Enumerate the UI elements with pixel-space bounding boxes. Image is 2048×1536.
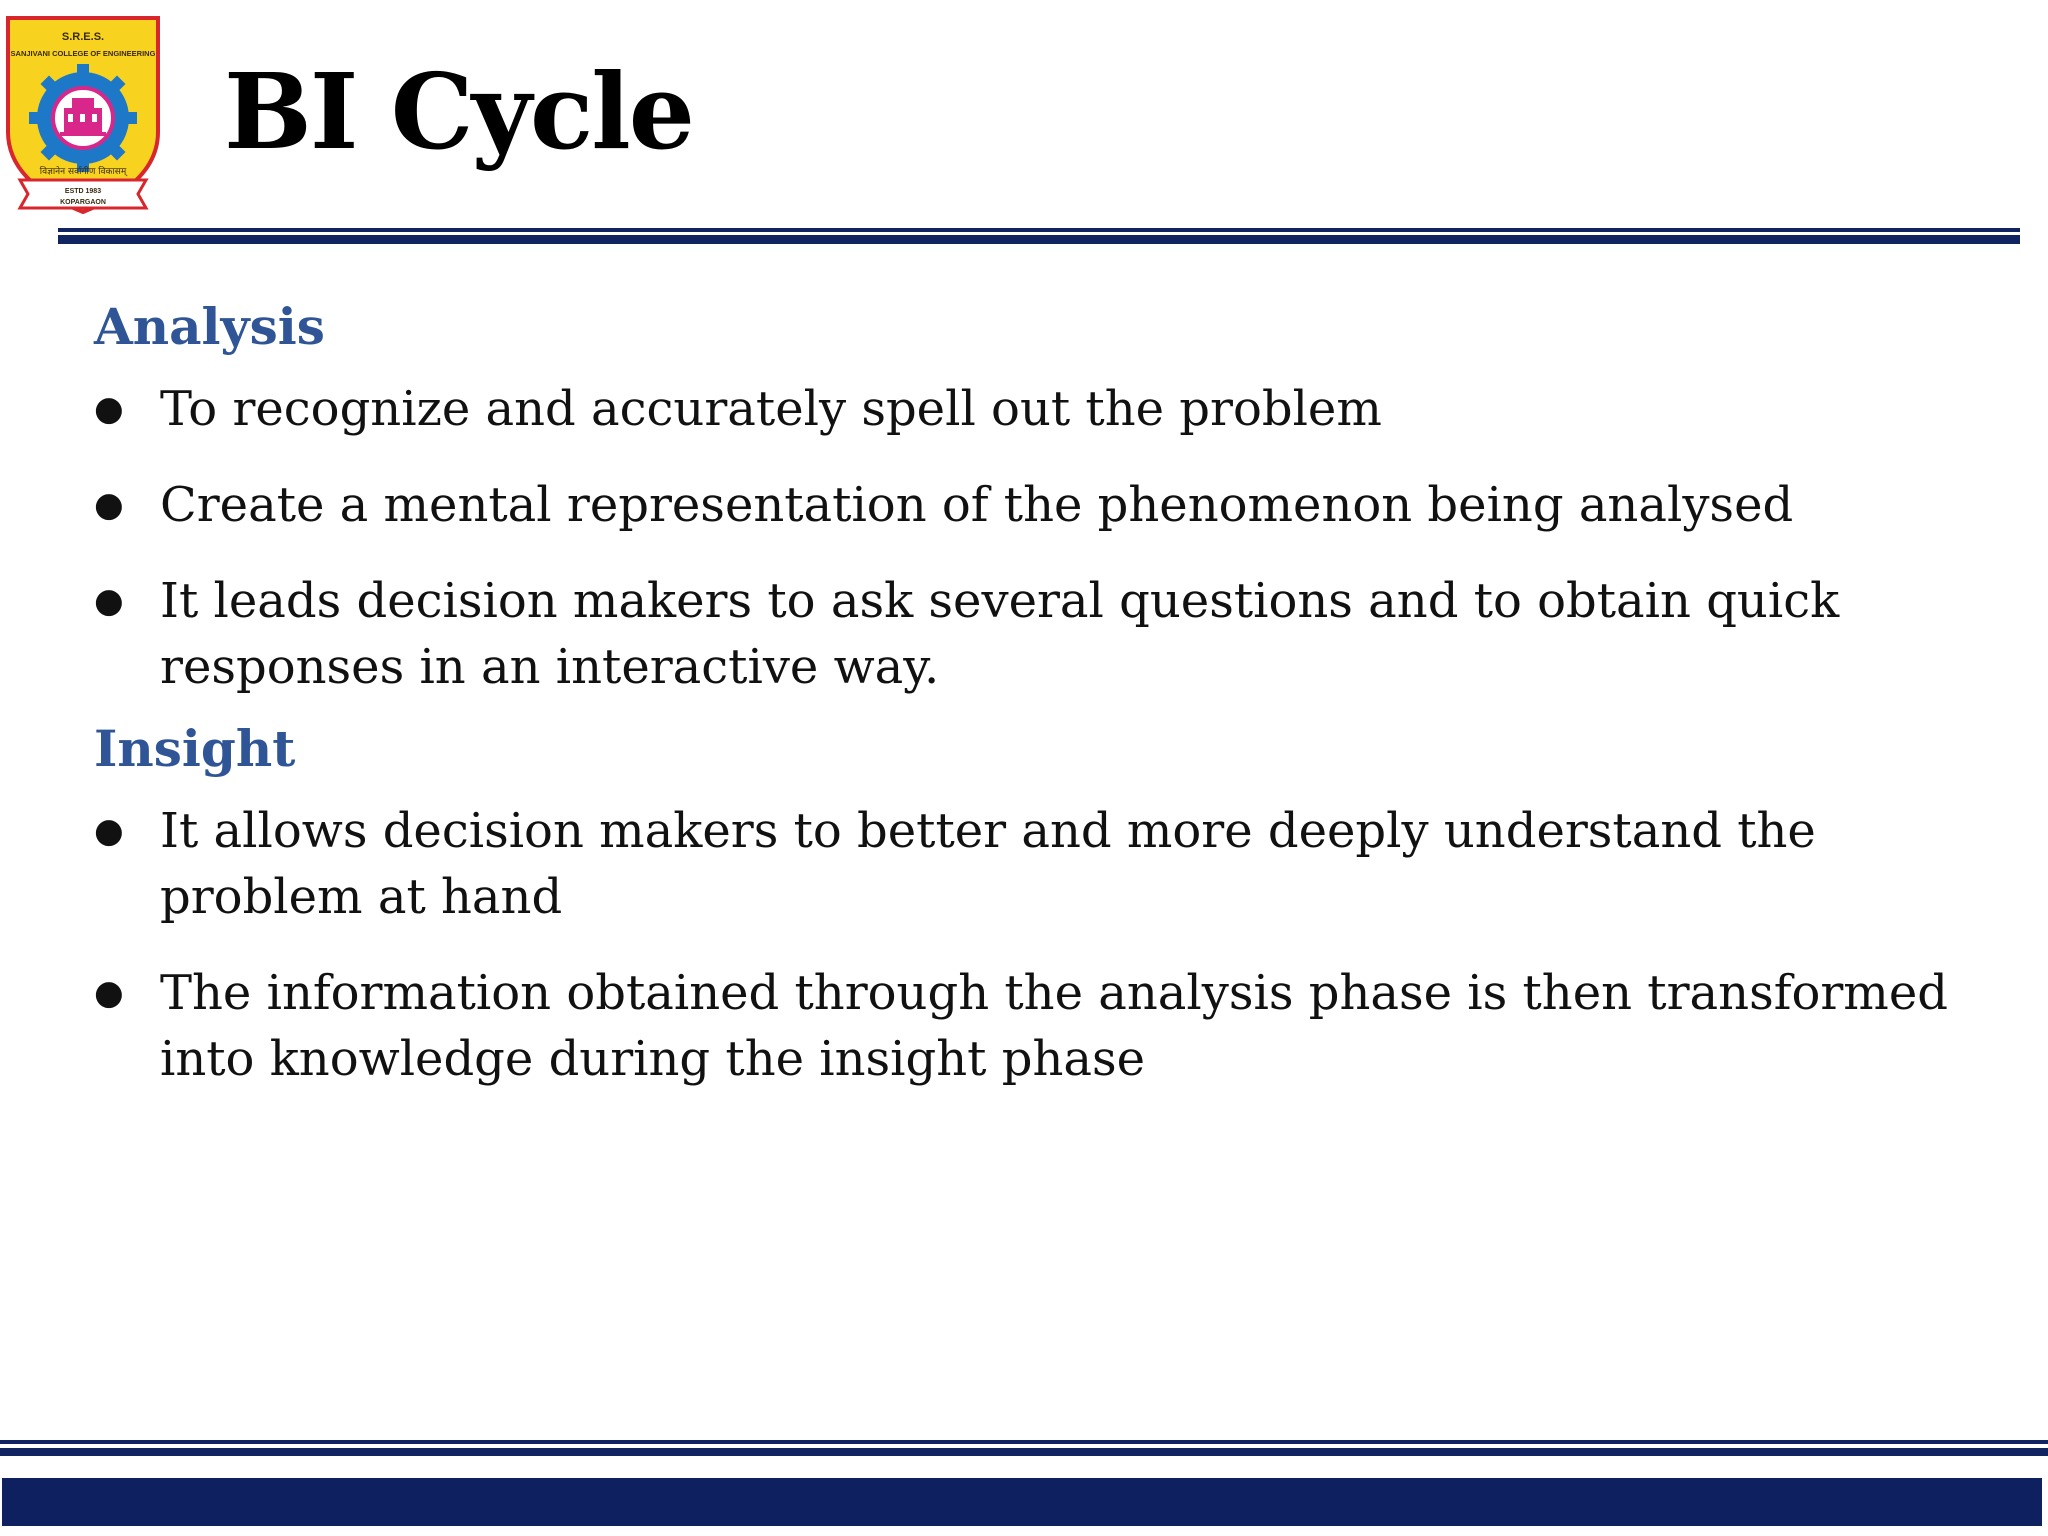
footer-divider-thick — [0, 1448, 2048, 1456]
list-item-text: The information obtained through the analysis phase is then transformed into knowledge during the insight phase — [160, 965, 1948, 1087]
college-crest-logo — [2, 12, 164, 224]
header-divider-thick — [58, 235, 2020, 244]
slide-content — [94, 292, 1954, 1106]
logo-place-text: KOPARGAON — [60, 199, 106, 206]
list-item — [94, 376, 1954, 442]
bullet-icon: ● — [94, 581, 124, 621]
list-item — [94, 798, 1954, 930]
list-item-text: It leads decision makers to ask several questions and to obtain quick responses in an interactive way. — [160, 573, 1840, 695]
section-heading-insight: Insight — [94, 719, 296, 778]
insight-bullet-list — [94, 798, 1954, 1092]
analysis-bullet-list — [94, 376, 1954, 700]
footer-band — [2, 1478, 2042, 1526]
bullet-icon: ● — [94, 485, 124, 525]
bullet-icon: ● — [94, 811, 124, 851]
list-item — [94, 472, 1954, 538]
list-item-text: It allows decision makers to better and more deeply understand the problem at hand — [160, 803, 1816, 925]
bullet-icon: ● — [94, 389, 124, 429]
list-item-text: Create a mental representation of the phenomenon being analysed — [160, 477, 1794, 533]
logo-top-text: S.R.E.S. — [61, 31, 105, 43]
logo-estd-text: ESTD 1983 — [64, 188, 102, 195]
slide-title: BI Cycle — [224, 50, 693, 173]
list-item — [94, 568, 1954, 700]
list-item — [94, 960, 1954, 1092]
header-divider-thin — [58, 228, 2020, 232]
bullet-icon: ● — [94, 973, 124, 1013]
logo-arc-text: SANJIVANI COLLEGE OF ENGINEERING — [10, 49, 156, 58]
section-heading-analysis: Analysis — [94, 297, 325, 356]
footer-divider-thin — [0, 1440, 2048, 1444]
logo-ribbon-text: विज्ञानेन सर्वागीण विकासम् — [39, 167, 127, 177]
list-item-text: To recognize and accurately spell out the problem — [160, 381, 1382, 437]
